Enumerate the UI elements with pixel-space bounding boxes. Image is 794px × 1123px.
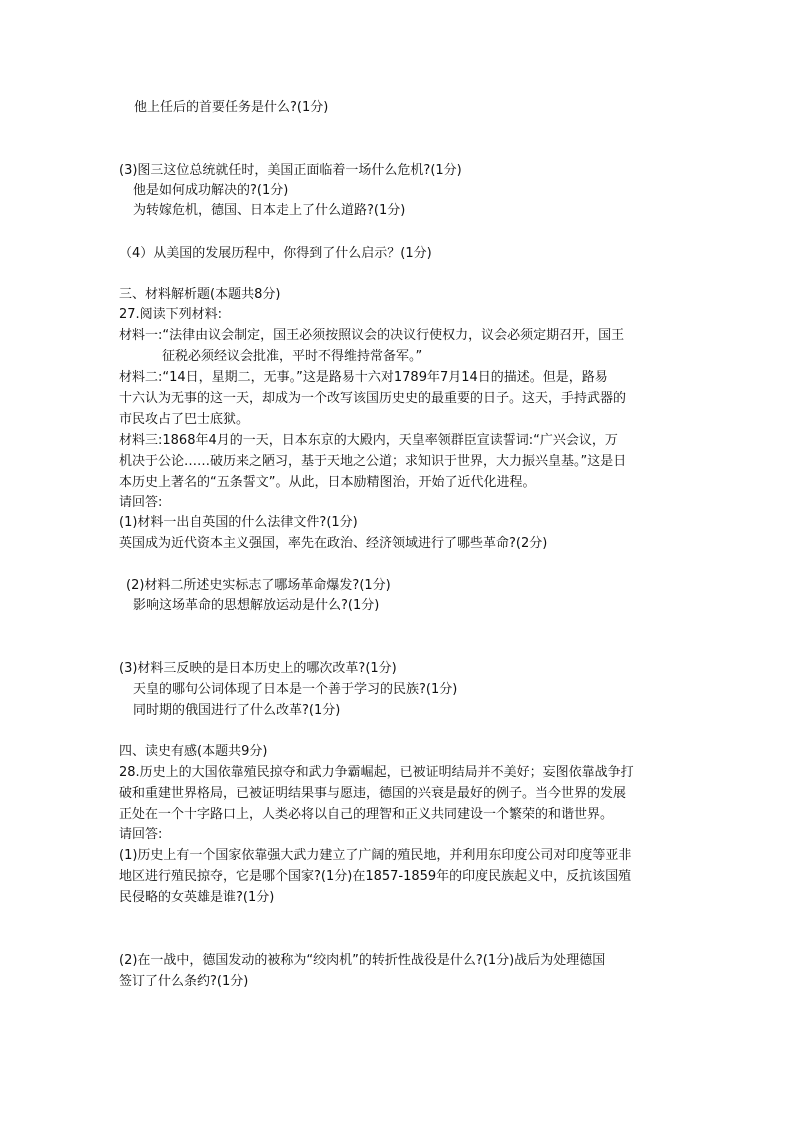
section-heading: 四、读史有感(本题共9分)	[119, 744, 268, 759]
material-line: 材料二:“14日，星期二，无事。”这是路易十六对1789年7月14日的描述。但是，路易	[119, 370, 608, 385]
question-line: 英国成为近代资本主义强国，率先在政治、经济领域进行了哪些革命?(2分)	[119, 536, 548, 551]
material-line: 材料三:1868年4月的一天，日本东京的大殿内，天皇率领群臣宣读誓词:“广兴会议，万	[119, 433, 618, 448]
question-line: (1)材料一出自英国的什么法律文件?(1分)	[119, 515, 358, 530]
material-line: 征税必须经议会批准，平时不得维持常备军。”	[162, 349, 423, 364]
question-line: 同时期的俄国进行了什么改革?(1分)	[133, 703, 341, 718]
question-line: 地区进行殖民掠夺，它是哪个国家?(1分)在1857-1859年的印度民族起义中，反抗该国殖	[119, 869, 632, 884]
material-line: 正处在一个十字路口上，人类必将以自己的理智和正义共同建设一个繁荣的和谐世界。	[119, 807, 614, 822]
question-line: (3)图三这位总统就任时，美国正面临着一场什么危机?(1分)	[119, 163, 462, 178]
material-line: 材料一:“法律由议会制定，国王必须按照议会的决议行使权力，议会必须定期召开，国王	[119, 328, 625, 343]
question-line: 为转嫁危机，德国、日本走上了什么道路?(1分)	[133, 203, 406, 218]
question-line: (2)材料二所述史实标志了哪场革命爆发?(1分)	[126, 578, 391, 593]
question-line: (2)在一战中，德国发动的被称为“绞肉机”的转折性战役是什么?(1分)战后为处理德国	[119, 953, 606, 968]
material-line: 机决于公论……破历来之陋习，基于天地之公道；求知识于世界，大力振兴皇基。”这是日	[119, 454, 627, 469]
section-heading: 三、材料解析题(本题共8分)	[119, 287, 281, 302]
prompt-label: 请回答:	[119, 827, 163, 842]
material-line: 市民攻占了巴士底狱。	[119, 412, 250, 427]
question-line: 民侵略的女英雄是谁?(1分)	[119, 890, 275, 905]
material-line: 十六认为无事的这一天，却成为一个改写该国历史史的最重要的日子。这天，手持武器的	[119, 391, 627, 406]
material-line: 破和重建世界格局，已被证明结果事与愿违，德国的兴衰是最好的例子。当今世界的发展	[119, 786, 627, 801]
material-line: 28.历史上的大国依靠殖民掠夺和武力争霸崛起，已被证明结局并不美好；妄图依靠战争打	[119, 765, 634, 780]
question-line: 签订了什么条约?(1分)	[119, 974, 249, 989]
question-line: 他是如何成功解决的?(1分)	[133, 183, 289, 198]
question-line: 天皇的哪句公词体现了日本是一个善于学习的民族?(1分)	[133, 682, 458, 697]
question-line: 影响这场革命的思想解放运动是什么?(1分)	[133, 598, 380, 613]
question-title: 27.阅读下列材料:	[119, 307, 223, 322]
question-line: 他上任后的首要任务是什么?(1分)	[134, 100, 329, 115]
question-line: (1)历史上有一个国家依靠强大武力建立了广阔的殖民地，并利用东印度公司对印度等亚非	[119, 848, 632, 863]
material-line: 本历史上著名的“五条誓文”。从此，日本励精图治，开始了近代化进程。	[119, 475, 536, 490]
prompt-label: 请回答:	[119, 495, 163, 510]
question-line: （4）从美国的发展历程中，你得到了什么启示？(1分)	[119, 246, 432, 261]
question-line: (3)材料三反映的是日本历史上的哪次改革?(1分)	[119, 661, 397, 676]
